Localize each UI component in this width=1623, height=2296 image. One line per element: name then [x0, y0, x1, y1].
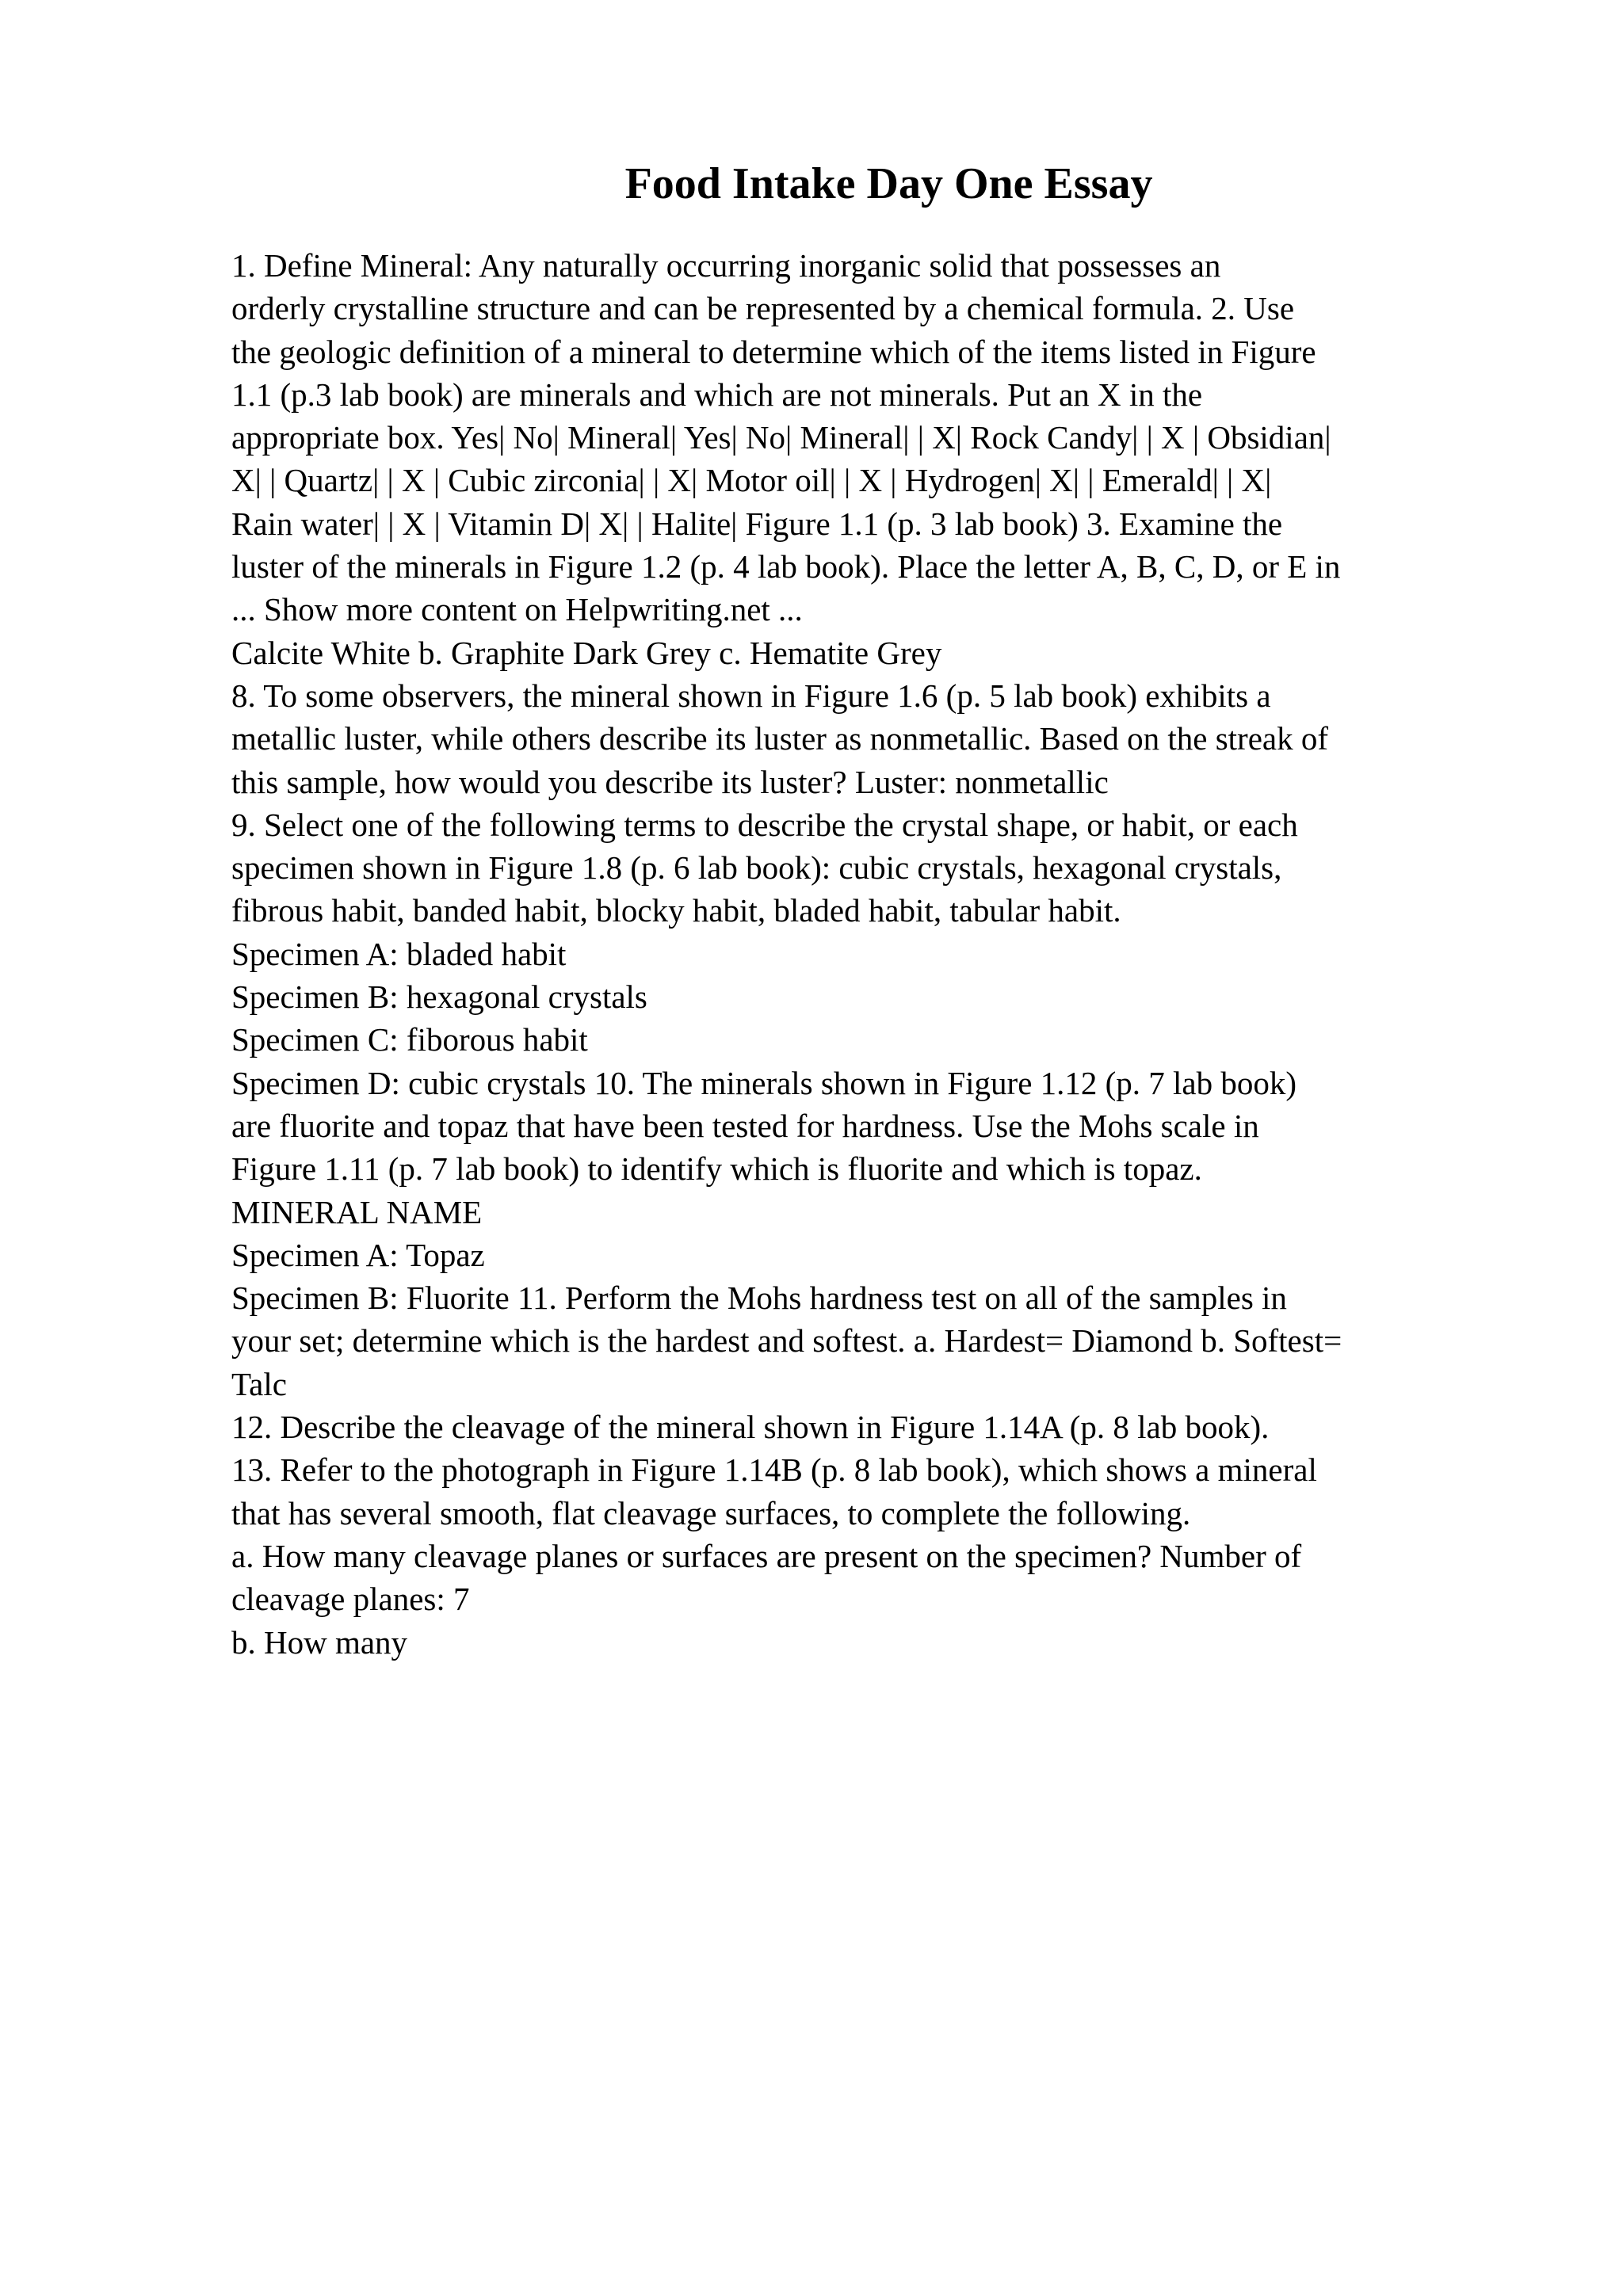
body-line: a. How many cleavage planes or surfaces are present on the specimen? Number of — [231, 1537, 1302, 1574]
body-line: 13. Refer to the photograph in Figure 1.14B (p. 8 lab book), which shows a mineral — [231, 1451, 1317, 1489]
body-line: Rain water| | X | Vitamin D| X| | Halite| Figure 1.1 (p. 3 lab book) 3. Examine the — [231, 505, 1283, 542]
body-line: 8. To some observers, the mineral shown in Figure 1.6 (p. 5 lab book) exhibits a — [231, 677, 1271, 714]
body-line: X| | Quartz| | X | Cubic zirconia| | X| Motor oil| | X | Hydrogen| X| | Emerald| | X| — [231, 462, 1272, 499]
body-line: that has several smooth, flat cleavage surfaces, to complete the following. — [231, 1494, 1191, 1531]
body-line: Specimen C: fiborous habit — [231, 1021, 588, 1058]
body-line: Specimen A: bladed habit — [231, 935, 567, 972]
document-body — [231, 244, 1499, 1664]
body-line: Figure 1.11 (p. 7 lab book) to identify which is fluorite and which is topaz. — [231, 1150, 1202, 1188]
body-line: Specimen A: Topaz — [231, 1236, 485, 1273]
body-line: luster of the minerals in Figure 1.2 (p. 4 lab book). Place the letter A, B, C, D, or E in — [231, 548, 1341, 585]
body-line: Specimen B: hexagonal crystals — [231, 978, 647, 1016]
body-line: 9. Select one of the following terms to describe the crystal shape, or habit, or each — [231, 806, 1298, 843]
body-line: specimen shown in Figure 1.8 (p. 6 lab book): cubic crystals, hexagonal crystals, — [231, 849, 1282, 887]
body-line: your set; determine which is the hardest and softest. a. Hardest= Diamond b. Softest= — [231, 1322, 1342, 1360]
body-line: the geologic definition of a mineral to determine which of the items listed in Figure — [231, 333, 1316, 370]
body-line: 12. Describe the cleavage of the mineral shown in Figure 1.14A (p. 8 lab book). — [231, 1409, 1270, 1446]
body-line: Calcite White b. Graphite Dark Grey c. Hematite Grey — [231, 634, 942, 671]
show-more-text: ... Show more content on Helpwriting.net ... — [231, 591, 803, 628]
body-line: b. How many — [231, 1623, 408, 1661]
body-line: appropriate box. Yes| No| Mineral| Yes| No| Mineral| | X| Rock Candy| | X | Obsidian| — [231, 419, 1331, 456]
body-line: Specimen B: Fluorite 11. Perform the Mohs hardness test on all of the samples in — [231, 1280, 1287, 1317]
document-title: Food Intake Day One Essay — [624, 159, 1153, 208]
body-line: Specimen D: cubic crystals 10. The minerals shown in Figure 1.12 (p. 7 lab book) — [231, 1064, 1297, 1101]
body-line: 1.1 (p.3 lab book) are minerals and which are not minerals. Put an X in the — [231, 376, 1203, 413]
body-line: MINERAL NAME — [231, 1193, 483, 1230]
body-line: 1. Define Mineral: Any naturally occurring inorganic solid that possesses an — [231, 247, 1221, 284]
body-line: fibrous habit, banded habit, blocky habit, bladed habit, tabular habit. — [231, 892, 1121, 929]
body-line: Talc — [231, 1365, 287, 1402]
body-line: this sample, how would you describe its luster? Luster: nonmetallic — [231, 763, 1109, 800]
body-line: orderly crystalline structure and can be represented by a chemical formula. 2. Use — [231, 290, 1295, 327]
body-line: cleavage planes: 7 — [231, 1581, 470, 1618]
body-line: are fluorite and topaz that have been tested for hardness. Use the Mohs scale in — [231, 1107, 1259, 1144]
body-line: metallic luster, while others describe its luster as nonmetallic. Based on the streak of — [231, 720, 1328, 757]
